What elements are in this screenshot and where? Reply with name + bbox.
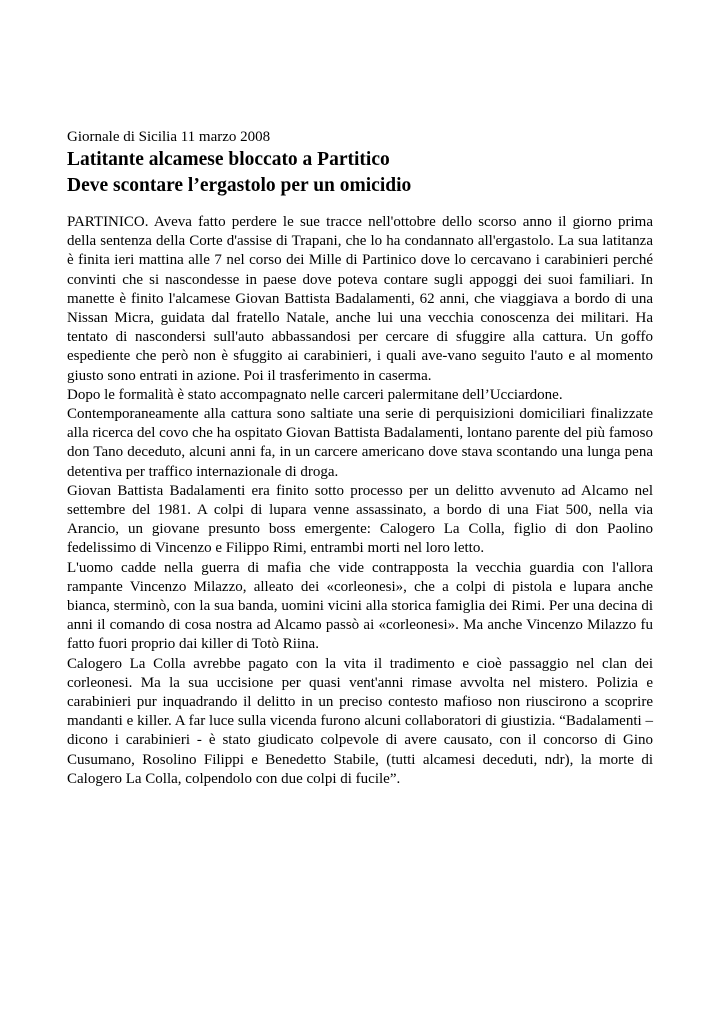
article-body xyxy=(67,213,653,789)
paragraph-5: L'uomo cadde nella guerra di mafia che vide contrapposta la vecchia guardia con l'allora rampante Vincenzo Milazzo, alleato dei «corleonesi», che a colpi di pistola e lupara anche bianca, sterminò, con la sua banda, uomini vicini alla storica famiglia dei Rimi. Per una decina di anni il comando di cosa nostra ad Alcamo passò ai «corleonesi». Ma anche Vincenzo Milazzo fu fatto fuori proprio dai killer di Totò Riina. xyxy=(67,559,653,653)
paragraph-3: Contemporaneamente alla cattura sono saltiate una serie di perquisizioni domiciliari finalizzate alla ricerca del covo che ha ospitato Giovan Battista Badalamenti, lontano parente del più famoso don Tano deceduto, alcuni anni fa, in un carcere americano dove stava scontando una lunga pena detentiva per traffico internazionale di droga. xyxy=(67,406,653,480)
paragraph-6: Calogero La Colla avrebbe pagato con la vita il tradimento e cioè passaggio nel clan dei corleonesi. Ma la sua uccisione per quasi vent'anni rimase avvolta nel mistero. Polizia e carabinieri pur inquadrando il delitto in un preciso contesto mafioso non riuscirono a scoprire mandanti e killer. A far luce sulla vicenda furono alcuni collaboratori di giustizia. “Badalamenti – dicono i carabinieri - è stato giudicato colpevole di avere causato, con il concorso di Gino Cusumano, Rosolino Filippi e Benedetto Stabile, (tutti alcamesi deceduti, ndr), la morte di Calogero La Colla, colpendolo con due colpi di fucile”. xyxy=(67,655,653,787)
headline-block xyxy=(67,147,653,199)
source-line: Giornale di Sicilia 11 marzo 2008 xyxy=(67,129,271,145)
headline-main: Latitante alcamese bloccato a Partitico xyxy=(67,149,390,170)
paragraph-2: Dopo le formalità è stato accompagnato nelle carceri palermitane dell’Ucciardone. xyxy=(67,386,563,403)
document-page xyxy=(67,127,653,789)
headline-sub: Deve scontare l’ergastolo per un omicidio xyxy=(67,175,412,196)
paragraph-1: PARTINICO. Aveva fatto perdere le sue tracce nell'ottobre dello scorso anno il giorno prima della sentenza della Corte d'assise di Trapani, che lo ha condannato all'ergastolo. La sua latitanza è finita ieri mattina alle 7 nel corso dei Mille di Partinico dove lo cercavano i carabinieri perché convinti che si nascondesse in paese dove poteva contare sugli appoggi dei suoi familiari. In manette è finito l'alcamese Giovan Battista Badalamenti, 62 anni, che viaggiava a bordo di una Nissan Micra, guidata dal fratello Natale, anche lui una vecchia conoscenza dei militari. Ha tentato di nascondersi sull'auto abbassandosi per cercare di sfuggire alla cattura. Un goffo espediente che però non è sfuggito ai carabinieri, i quali ave-vano seguito l'auto e al momento giusto sono entrati in azione. Poi il trasferimento in caserma. xyxy=(67,214,653,384)
paragraph-4: Giovan Battista Badalamenti era finito sotto processo per un delitto avvenuto ad Alcamo nel settembre del 1981. A colpi di lupara venne assassinato, a bordo di una Fiat 500, nella via Arancio, un giovane presunto boss emergente: Calogero La Colla, figlio di don Paolino fedelissimo di Vincenzo e Filippo Rimi, entrambi morti nel loro letto. xyxy=(67,482,653,557)
